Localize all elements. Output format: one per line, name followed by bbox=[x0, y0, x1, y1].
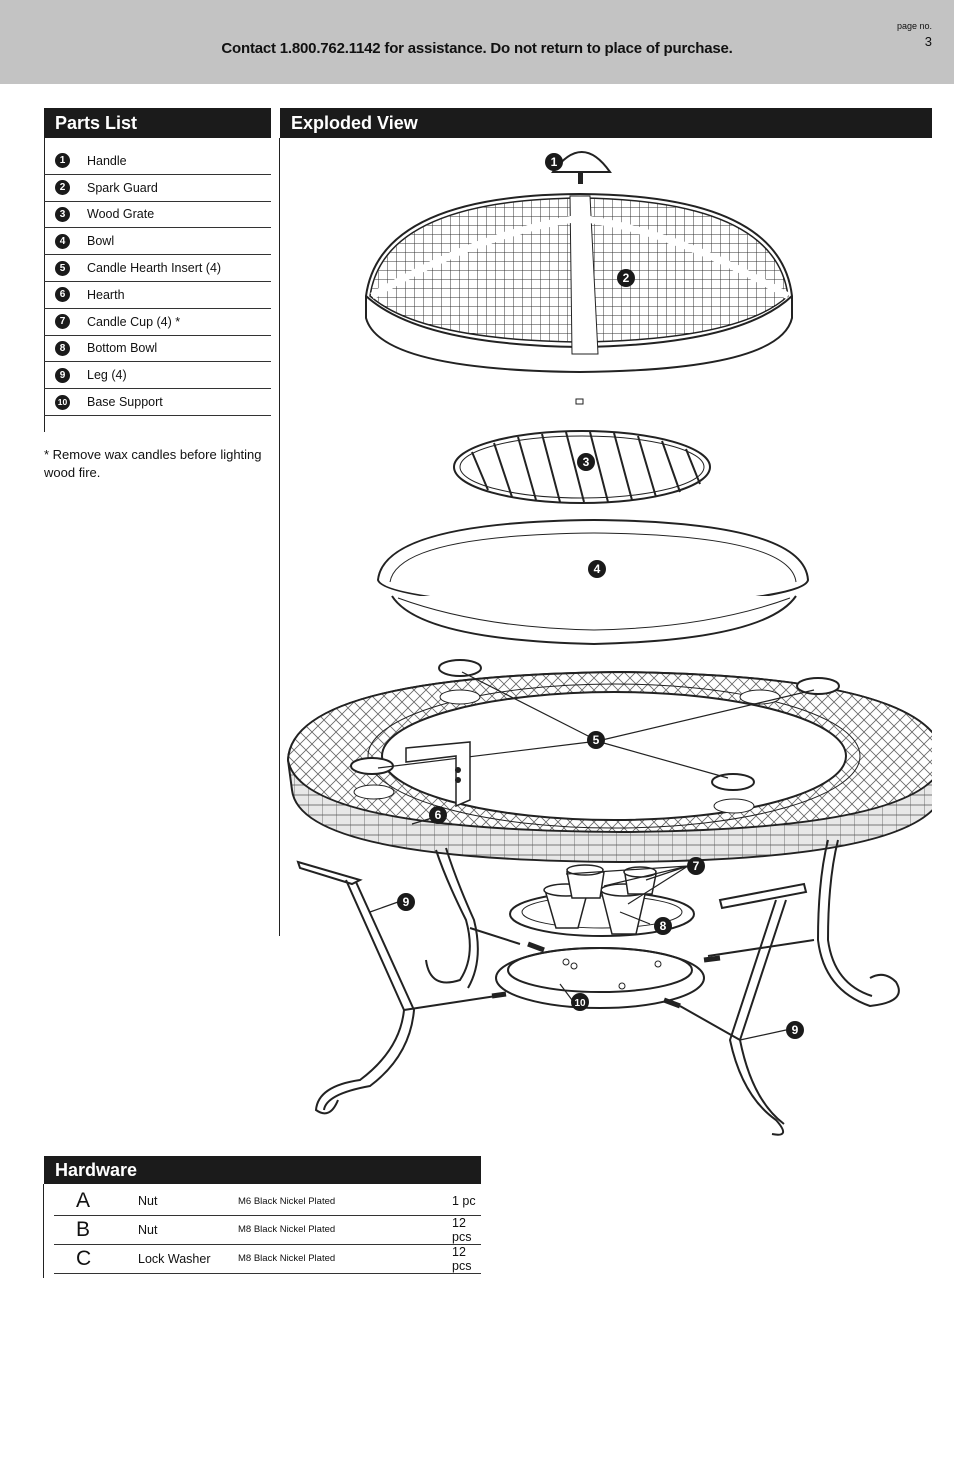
callout-9-second: 9 bbox=[791, 1023, 799, 1037]
callout-9: 9 bbox=[402, 895, 410, 909]
part-number-badge: 2 bbox=[55, 180, 70, 195]
hardware-letter: C bbox=[54, 1244, 138, 1273]
contact-notice: Contact 1.800.762.1142 for assistance. Do not return to place of purchase. bbox=[221, 40, 733, 57]
page-number: 3 bbox=[924, 34, 932, 49]
hardware-table bbox=[54, 1188, 481, 1274]
callout-6: 6 bbox=[434, 808, 442, 822]
part-label: Leg (4) bbox=[87, 368, 127, 383]
part-row bbox=[44, 309, 271, 336]
exploded-view-diagram bbox=[280, 138, 932, 1148]
part-number-badge: 1 bbox=[55, 153, 70, 168]
hardware-name: Nut bbox=[138, 1215, 238, 1244]
hardware-letter: A bbox=[54, 1188, 138, 1215]
callout-2: 2 bbox=[622, 271, 630, 285]
part-number-badge: 6 bbox=[55, 287, 70, 302]
handle-part bbox=[550, 152, 610, 184]
callout-4: 4 bbox=[593, 562, 601, 576]
part-label: Candle Hearth Insert (4) bbox=[87, 261, 222, 276]
part-row bbox=[44, 148, 271, 175]
spark-guard-part bbox=[366, 194, 792, 404]
candle-note: * Remove wax candles before lighting wood fire. bbox=[44, 447, 262, 480]
part-row bbox=[44, 175, 271, 202]
parts-list bbox=[44, 148, 271, 416]
parts-list-title: Parts List bbox=[44, 108, 271, 138]
part-row bbox=[44, 282, 271, 309]
exploded-view-title: Exploded View bbox=[280, 108, 932, 138]
part-label: Spark Guard bbox=[87, 180, 158, 195]
hardware-spec: M6 Black Nickel Plated bbox=[238, 1188, 452, 1215]
part-label: Bottom Bowl bbox=[87, 341, 158, 356]
hardware-rule bbox=[43, 1184, 44, 1278]
part-number-badge: 3 bbox=[55, 207, 70, 222]
hardware-qty: 12 pcs bbox=[452, 1215, 481, 1244]
callout-8: 8 bbox=[659, 919, 667, 933]
callout-3: 3 bbox=[582, 455, 590, 469]
part-label: Handle bbox=[87, 153, 127, 168]
hardware-row bbox=[54, 1244, 481, 1273]
hardware-qty: 12 pcs bbox=[452, 1244, 481, 1273]
part-label: Candle Cup (4) * bbox=[87, 314, 181, 329]
callout-10: 10 bbox=[574, 998, 586, 1009]
hardware-name: Nut bbox=[138, 1188, 238, 1215]
part-number-badge: 4 bbox=[55, 234, 70, 249]
part-number-badge: 5 bbox=[55, 261, 70, 276]
hardware-letter: B bbox=[54, 1215, 138, 1244]
bowl-part bbox=[378, 520, 808, 644]
hardware-qty: 1 pc bbox=[452, 1188, 481, 1215]
part-label: Hearth bbox=[87, 287, 125, 302]
callout-7: 7 bbox=[692, 859, 700, 873]
hardware-name: Lock Washer bbox=[138, 1244, 238, 1273]
part-row bbox=[44, 389, 271, 416]
part-row bbox=[44, 255, 271, 282]
part-row bbox=[44, 228, 271, 255]
header-bar bbox=[0, 0, 954, 84]
part-number-badge: 8 bbox=[55, 341, 70, 356]
hardware-spec: M8 Black Nickel Plated bbox=[238, 1215, 452, 1244]
part-number-badge: 9 bbox=[55, 368, 70, 383]
hardware-row bbox=[54, 1188, 481, 1215]
hardware-title: Hardware bbox=[44, 1156, 481, 1184]
part-row bbox=[44, 336, 271, 363]
part-label: Base Support bbox=[87, 395, 163, 410]
part-label: Bowl bbox=[87, 234, 115, 249]
part-label: Wood Grate bbox=[87, 207, 155, 222]
callout-1: 1 bbox=[550, 155, 558, 169]
page-number-label: page no. bbox=[896, 21, 932, 31]
hardware-row bbox=[54, 1215, 481, 1244]
base-support-part bbox=[492, 944, 720, 1008]
part-row bbox=[44, 362, 271, 389]
part-number-badge: 10 bbox=[55, 395, 70, 410]
part-number-badge: 7 bbox=[55, 314, 70, 329]
part-row bbox=[44, 202, 271, 229]
callout-5: 5 bbox=[592, 733, 600, 747]
hardware-spec: M8 Black Nickel Plated bbox=[238, 1244, 452, 1273]
